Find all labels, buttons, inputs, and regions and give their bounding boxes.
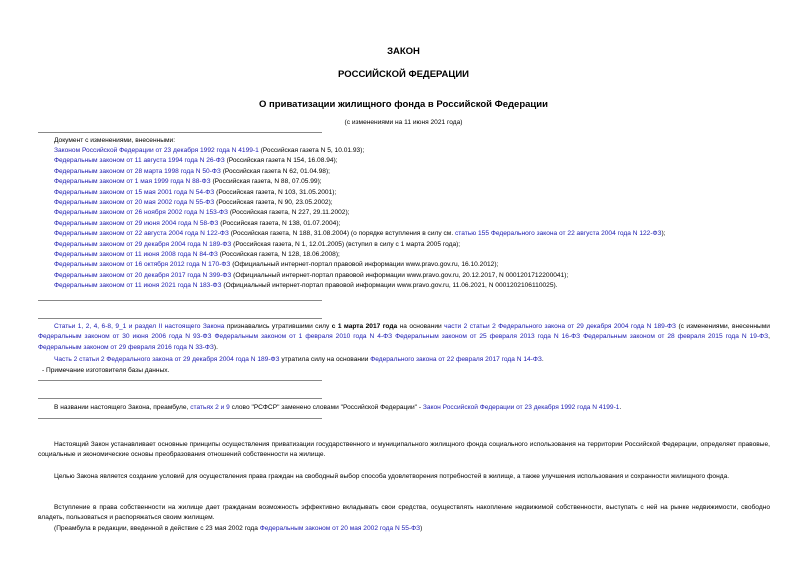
repeal-link-articles[interactable]: Статьи 1, 2, 4, 6-8, 9_1 и раздел II настоящего Закона	[54, 323, 225, 330]
change-link[interactable]: Федеральным законом от 11 августа 1994 года N 26-ФЗ	[54, 157, 225, 165]
change-item: Федеральным законом от 29 декабря 2004 года N 189-ФЗ (Российская газета, N 1, 12.01.2005) (вступил в силу с 1 марта 2005 года);	[54, 240, 461, 248]
repeal-date: с 1 марта 2017 года	[331, 323, 398, 330]
repeal-link-16fz[interactable]: Федеральным законом от 25 февраля 2013 года N 16-ФЗ	[395, 333, 581, 341]
repeal-link-14fz[interactable]: Федерального закона от 22 февраля 2017 года N 14-ФЗ	[370, 356, 542, 363]
change-item: Федеральным законом от 28 марта 1998 года N 50-ФЗ (Российская газета N 62, 01.04.98);	[54, 167, 331, 175]
change-item: Федеральным законом от 11 июня 2008 года N 84-ФЗ (Российская газета, N 128, 18.06.2008);	[54, 251, 340, 259]
preamble-link-55fz[interactable]: Федеральным законом от 20 мая 2002 года N 55-ФЗ	[259, 525, 421, 532]
divider	[38, 132, 322, 133]
change-link[interactable]: Федеральным законом от 1 мая 1999 года N 88-ФЗ	[54, 178, 211, 186]
change-item: Законом Российской Федерации от 23 декабря 1992 года N 4199-1 (Российская газета N 5, 10.01.93);	[54, 147, 365, 154]
changes-intro: Документ с изменениями, внесенными:	[54, 137, 176, 144]
change-item: Федеральным законом от 22 августа 2004 года N 122-ФЗ (Российская газета, N 188, 31.08.2004) (о порядке вступления в силу см. статью 155 Федерального закона от 22 августа 2004 года N 122-ФЗ);	[54, 230, 666, 238]
change-item: Федеральным законом от 20 декабря 2017 года N 399-ФЗ (Официальный интернет-портал правовой информации www.pravo.gov.ru, 20.12.2017, N 0001201712200041);	[54, 271, 569, 279]
change-link[interactable]: Федеральным законом от 16 октября 2012 года N 170-ФЗ	[54, 261, 231, 269]
revision-note: (с изменениями на 11 июня 2021 года)	[344, 119, 463, 126]
change-link[interactable]: Законом Российской Федерации от 23 декабря 1992 года N 4199-1	[54, 147, 259, 154]
divider	[38, 300, 322, 301]
change-item: Федеральным законом от 29 июня 2004 года N 58-ФЗ (Российская газета, N 138, 01.07.2004);	[54, 219, 341, 227]
repeal-link-33fz[interactable]: Федеральным законом от 29 февраля 2016 года N 33-ФЗ	[38, 343, 214, 351]
change-link[interactable]: Федеральным законом от 15 мая 2001 года N 54-ФЗ	[54, 188, 215, 196]
change-item: Федеральным законом от 20 мая 2002 года N 55-ФЗ (Российская газета, N 90, 23.05.2002);	[54, 199, 333, 207]
repeal-link-189fz[interactable]: части 2 статьи 2 Федерального закона от 29 декабря 2004 года N 189-ФЗ	[444, 323, 677, 330]
article-link[interactable]: статью 155 Федерального закона от 22 августа 2004 года N 122-ФЗ	[455, 230, 662, 238]
change-link[interactable]: Федеральным законом от 29 июня 2004 года N 58-ФЗ	[54, 219, 219, 227]
change-link[interactable]: Федеральным законом от 26 ноября 2002 года N 153-ФЗ	[54, 209, 229, 217]
change-link[interactable]: Федеральным законом от 11 июня 2008 года N 84-ФЗ	[54, 251, 218, 259]
rename-paragraph: В названии настоящего Закона, преамбуле, статьях 2 и 9 слово "РСФСР" заменено словами "Российской Федерации" - Закон Российской Федерации от 23 декабря 1992 года N 4199-1.	[54, 404, 622, 411]
repeal-paragraph-2: Часть 2 статьи 2 Федерального закона от 29 декабря 2004 года N 189-ФЗ утратила силу на основании Федерального закона от 22 февраля 2017 года N 14-ФЗ.	[54, 356, 544, 363]
change-item: Федеральным законом от 11 июня 2021 года N 183-ФЗ (Официальный интернет-портал правовой информации www.pravo.gov.ru, 11.06.2021, N 0001202106110025).	[54, 282, 558, 290]
change-link[interactable]: Федеральным законом от 20 мая 2002 года N 55-ФЗ	[54, 199, 215, 207]
preamble-edition-note: (Преамбула в редакции, введенной в действие с 23 мая 2002 года Федеральным законом от 20 мая 2002 года N 55-ФЗ)	[54, 525, 423, 532]
db-note: - Примечание изготовителя базы данных.	[42, 367, 170, 374]
repeal-paragraph: Статьи 1, 2, 4, 6-8, 9_1 и раздел II настоящего Закона признавались утратившими силу с 1 марта 2017 года на основании части 2 статьи 2 Федерального закона от 29 декабря 2004 года N 189-ФЗ (с изменениями, внесенными Федеральным законом от 30 июня 2006 года N 93-ФЗ Федеральным законом от 1 февраля 2010 года N 4-ФЗ Федеральным законом от 25 февраля 2013 года N 16-ФЗ Федеральным законом от 28 февраля 2015 года N 19-ФЗ, Федеральным законом от 29 февраля 2016 года N 33-ФЗ).	[38, 323, 770, 351]
preamble-paragraph-3: Вступление в права собственности на жилище дает гражданам возможность эффективно вкладывать свои средства, осуществлять накопление недвижимой собственности, выступать с ней на рынке недвижимости, свободно владеть, пользоваться и распоряжаться своим жилищем.	[38, 504, 770, 522]
divider	[38, 318, 322, 319]
law-subtitle: О приватизации жилищного фонда в Российской Федерации	[259, 99, 548, 110]
change-item: Федеральным законом от 26 ноября 2002 года N 153-ФЗ (Российская газета, N 227, 29.11.2002);	[54, 209, 350, 217]
law-title: ЗАКОН	[387, 46, 420, 57]
change-link[interactable]: Федеральным законом от 20 декабря 2017 года N 399-ФЗ	[54, 271, 232, 279]
rename-link-articles[interactable]: статьях 2 и 9	[190, 404, 230, 411]
change-link[interactable]: Федеральным законом от 29 декабря 2004 года N 189-ФЗ	[54, 240, 232, 248]
repeal-link-part2[interactable]: Часть 2 статьи 2 Федерального закона от 29 декабря 2004 года N 189-ФЗ	[54, 356, 280, 363]
divider	[38, 380, 322, 381]
repeal-link-93fz[interactable]: Федеральным законом от 30 июня 2006 года N 93-ФЗ	[38, 333, 212, 341]
change-item: Федеральным законом от 1 мая 1999 года N 88-ФЗ (Российская газета, N 88, 07.05.99);	[54, 178, 322, 186]
rename-link-law[interactable]: Закон Российской Федерации от 23 декабря 1992 года N 4199-1	[422, 404, 620, 411]
change-link[interactable]: Федеральным законом от 11 июня 2021 года N 183-ФЗ	[54, 282, 222, 290]
repeal-link-19fz[interactable]: Федеральным законом от 28 февраля 2015 года N 19-ФЗ	[583, 333, 769, 341]
preamble-paragraph-1: Настоящий Закон устанавливает основные принципы осуществления приватизации государственного и муниципального жилищного фонда социального использования на территории Российской Федерации, определяет правовые, социальные и экономические основы преобразования отношений собственности на жилище.	[38, 441, 770, 459]
change-item: Федеральным законом от 11 августа 1994 года N 26-ФЗ (Российская газета N 154, 16.08.94);	[54, 157, 338, 165]
divider	[38, 418, 322, 419]
change-item: Федеральным законом от 15 мая 2001 года N 54-ФЗ (Российская газета, N 103, 31.05.2001);	[54, 188, 337, 196]
law-title-country: РОССИЙСКОЙ ФЕДЕРАЦИИ	[337, 69, 469, 80]
divider	[38, 398, 322, 399]
preamble-paragraph-2: Целью Закона является создание условий для осуществления права граждан на свободный выбор способа удовлетворения потребностей в жилище, а также улучшения использования и сохранности жилищного фонда.	[54, 473, 730, 480]
change-link[interactable]: Федеральным законом от 22 августа 2004 года N 122-ФЗ	[54, 230, 229, 238]
change-item: Федеральным законом от 16 октября 2012 года N 170-ФЗ (Официальный интернет-портал правовой информации www.pravo.gov.ru, 16.10.2012);	[54, 261, 499, 269]
change-link[interactable]: Федеральным законом от 28 марта 1998 года N 50-ФЗ	[54, 167, 221, 175]
changes-list	[54, 146, 666, 292]
repeal-link-4fz[interactable]: Федеральным законом от 1 февраля 2010 года N 4-ФЗ	[214, 333, 393, 341]
